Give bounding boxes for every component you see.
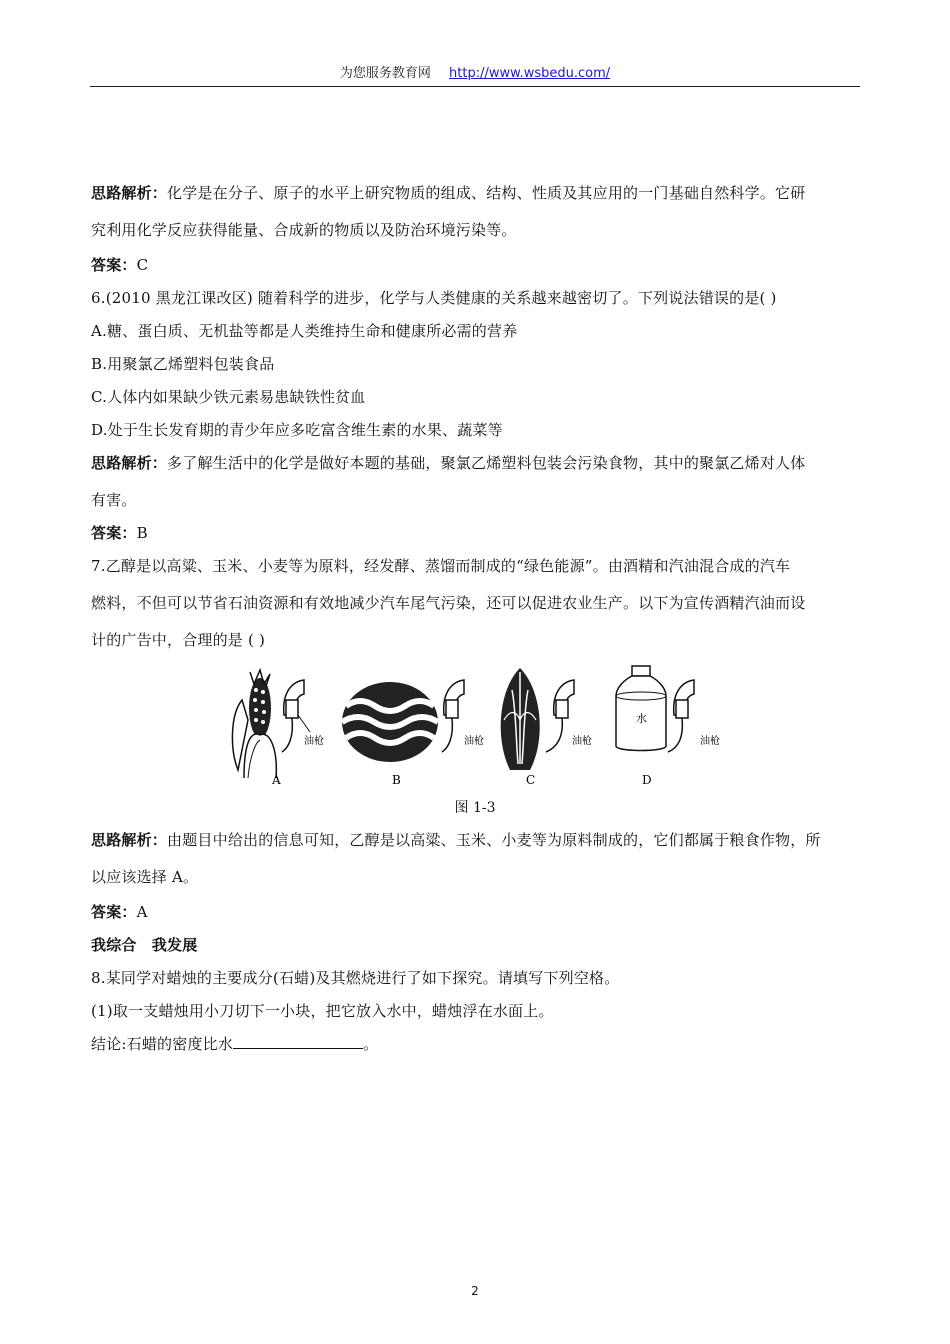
nozzle-label-a: 油枪 [304,736,324,747]
q6-analysis-line2: 有害。 [91,491,137,509]
q8-part1: (1)取一支蜡烛用小刀切下一小块，把它放入水中，蜡烛浮在水面上。 [91,1002,554,1020]
nozzle-label-b: 油枪 [464,736,484,747]
nozzle-label-d: 油枪 [700,736,720,747]
site-url-link[interactable]: http://www.wsbedu.com/ [449,66,611,81]
q7-answer [91,901,148,922]
answer-value: A [136,903,148,921]
page-number: 2 [471,1284,479,1298]
q7-stem-line3: 计的广告中，合理的是 ( ) [91,631,266,649]
analysis-text: 多了解生活中的化学是做好本题的基础，聚氯乙烯塑料包装会污染食物，其中的聚氯乙烯对人体 [167,454,806,472]
fuel-nozzle-icon [668,680,694,752]
q6-option-b: B.用聚氯乙烯塑料包装食品 [91,355,275,373]
analysis-label: 思路解析： [91,454,168,472]
water-label: 水 [636,712,647,725]
panel-letter-a: A [272,773,281,787]
panel-letter-c: C [526,773,536,787]
fuel-nozzle-icon [546,680,574,752]
q6-option-d: D.处于生长发育期的青少年应多吃富含维生素的水果、蔬菜等 [91,421,503,439]
answer-label: 答案： [91,524,137,542]
q6-answer [91,522,148,543]
header-divider [90,86,860,87]
analysis-text: 由题目中给出的信息可知，乙醇是以高粱、玉米、小麦等为原料制成的，它们都属于粮食作物，所 [167,831,821,849]
nozzle-label-c: 油枪 [572,736,592,747]
q5-analysis-line1 [91,182,805,203]
answer-blank[interactable] [233,1036,363,1049]
q7-analysis-line2: 以应该选择 A。 [91,868,199,886]
section-title: 我综合 我发展 [91,936,198,954]
panel-letter-d: D [642,773,652,787]
water-jug-illustration [616,666,666,751]
q7-stem-line1: 7.乙醇是以高粱、玉米、小麦等为原料，经发酵、蒸馏而制成的“绿色能源”。由酒精和汽油混合成的汽车 [91,557,791,575]
answer-value: B [136,524,148,542]
answer-value: C [136,256,149,274]
q6-option-c: C.人体内如果缺少铁元素易患缺铁性贫血 [91,388,366,406]
q5-analysis-line2: 究利用化学反应获得能量、合成新的物质以及防治环境污染等。 [91,221,517,239]
q5-answer [91,254,148,275]
q6-option-a: A.糖、蛋白质、无机盐等都是人类维持生命和健康所必需的营养 [91,322,518,340]
analysis-label: 思路解析： [91,184,168,202]
q7-analysis-line1 [91,829,821,850]
analysis-text: 化学是在分子、原子的水平上研究物质的组成、结构、性质及其应用的一门基础自然科学。它研 [167,184,806,202]
q8-stem: 8.某同学对蜡烛的主要成分(石蜡)及其燃烧进行了如下探究。请填写下列空格。 [91,969,620,987]
figure-caption: 图 1-3 [454,800,496,816]
q7-stem-line2: 燃料，不但可以节省石油资源和有效地减少汽车尾气污染，还可以促进农业生产。以下为宣传酒精汽油而设 [91,594,806,612]
conclusion-prefix: 结论:石蜡的密度比水 [91,1035,234,1053]
watermelon-illustration [342,682,438,762]
q8-conclusion [91,1033,378,1054]
conclusion-suffix: 。 [363,1035,379,1053]
cabbage-illustration [501,668,540,770]
corn-illustration [232,670,276,778]
answer-label: 答案： [91,256,137,274]
panel-letter-b: B [392,773,401,787]
q6-stem: 6.(2010 黑龙江课改区) 随着科学的进步，化学与人类健康的关系越来越密切了。下列说法错误的是( ) [91,289,777,307]
fuel-nozzle-icon [442,680,464,752]
site-name: 为您服务教育网 [339,66,431,81]
answer-label: 答案： [91,903,137,921]
page-header [0,62,950,81]
advertisement-figure [220,660,740,790]
analysis-label: 思路解析： [91,831,168,849]
q6-analysis-line1 [91,452,805,473]
